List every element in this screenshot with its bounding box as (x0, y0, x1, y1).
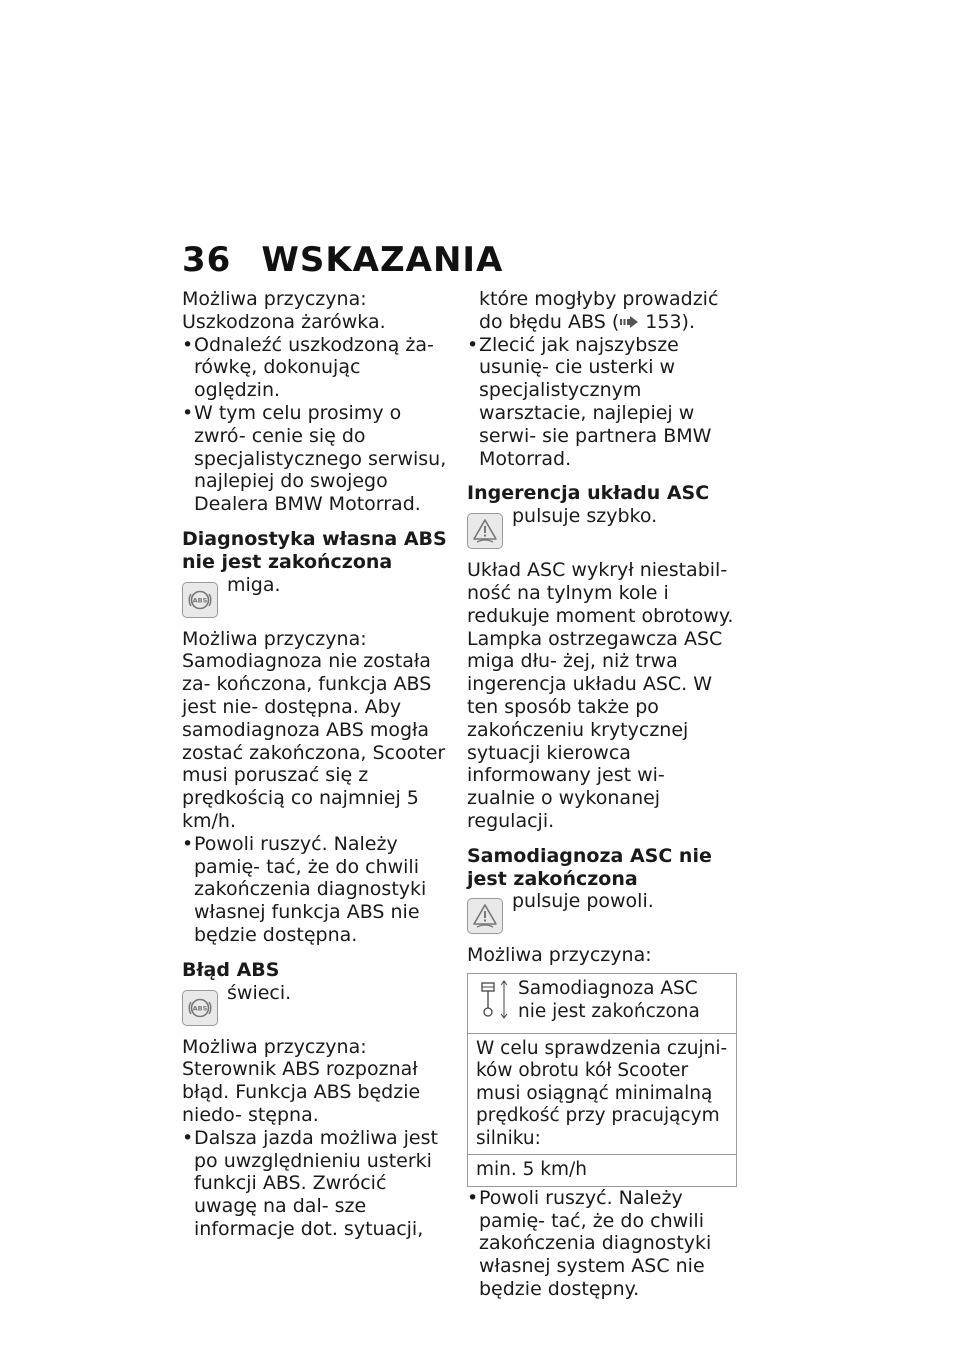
asc-warning-icon (467, 513, 503, 549)
svg-text:ABS: ABS (192, 1004, 208, 1013)
page-reference: 153). (645, 310, 695, 333)
page-number: 36 (182, 240, 232, 280)
indicator-state: świeci. (227, 981, 292, 1004)
list-item: • Dalsza jazda możliwa jest po uwzględnieniu usterki funkcji ABS. Zwrócić uwagę na dal- sze informacje dot. sytuacji, (182, 1127, 452, 1241)
asc-description: Układ ASC wykrył niestabil- ność na tylnym kole i redukuje moment obrotowy. Lampka ostrzegawcza ASC miga dłu- żej, niż trwa ingerencja układu ASC. W ten sposób także po zakończeniu krytycznej sytuacji kierowca informowany jest wi- zualnie o wykonanej regulacji. (467, 559, 734, 833)
bullet-list (182, 833, 452, 947)
abs-indicator-row (182, 982, 452, 1026)
condition-table (467, 973, 737, 1187)
section-heading-asc: Ingerencja układu ASC (467, 482, 710, 505)
asc-indicator-row (467, 505, 737, 549)
table-title: Samodiagnoza ASC nie jest zakończona (518, 978, 700, 1022)
left-column (182, 288, 452, 1241)
page-header (182, 240, 503, 280)
cause-label: Możliwa przyczyna: (182, 627, 367, 650)
bullet-list (467, 1187, 737, 1301)
section-heading-abs-diagnosis: Diagnostyka własna ABS nie jest zakończona (182, 527, 447, 573)
table-cell: W celu sprawdzenia czujni- ków obrotu kół Scooter musi osiągnąć minimalną prędkość przy pracującym silniku: (468, 1033, 737, 1155)
abs-warning-icon (182, 582, 218, 618)
abs-warning-icon (182, 990, 218, 1026)
piston-measure-icon (476, 978, 512, 1029)
list-item: • Powoli ruszyć. Należy pamię- tać, że do chwili zakończenia diagnostyki własnej funkcja ABS nie będzie dostępna. (182, 833, 452, 947)
indicator-state: miga. (227, 573, 281, 596)
bullet-list (467, 334, 737, 471)
section-heading-abs-error: Błąd ABS (182, 958, 280, 981)
abs-indicator-row (182, 574, 452, 618)
table-row (468, 1155, 737, 1187)
table-row (468, 1033, 737, 1155)
cause-text: Uszkodzona żarówka. (182, 310, 386, 333)
asc-indicator-row (467, 890, 737, 934)
section-heading-asc-diagnosis: Samodiagnoza ASC nie jest zakończona (467, 844, 712, 890)
cause-label: Możliwa przyczyna: (182, 1035, 367, 1058)
table-row (468, 974, 737, 1034)
continued-text-body: które mogłyby prowadzić do błędu ABS ( (479, 288, 719, 333)
table-cell: min. 5 km/h (468, 1155, 737, 1187)
cause-label: Możliwa przyczyna: (467, 944, 652, 967)
bullet-list (182, 334, 452, 516)
right-column (467, 288, 737, 1301)
table-cell (468, 974, 737, 1034)
cause-text: Sterownik ABS rozpoznał błąd. Funkcja ABS będzie niedo- stępna. (182, 1058, 421, 1126)
indicator-state: pulsuje szybko. (512, 505, 658, 528)
bullet-list (182, 1127, 452, 1241)
continued-text (467, 288, 737, 334)
svg-text:ABS: ABS (192, 596, 208, 605)
page-title: WSKAZANIA (261, 240, 504, 280)
cause-label: Możliwa przyczyna: (182, 288, 367, 310)
cause-text: Samodiagnoza nie została za- kończona, funkcja ABS jest nie- dostępna. Aby samodiagnoza ABS mogła zostać zakończona, Scooter musi poruszać się z prędkością co najmniej 5 km/h. (182, 650, 446, 832)
asc-warning-icon (467, 898, 503, 934)
table-header (476, 978, 728, 1029)
list-item: • Zlecić jak najszybsze usunię- cie usterki w specjalistycznym warsztacie, najlepiej w serwi- sie partnera BMW Motorrad. (467, 334, 737, 471)
indicator-state: pulsuje powoli. (512, 890, 654, 913)
list-item: • Odnaleźć uszkodzoną ża- rówkę, dokonując oględzin. (182, 334, 452, 402)
page-reference-arrow-icon (619, 311, 639, 334)
list-item: • W tym celu prosimy o zwró- cenie się do specjalistycznego serwisu, najlepiej do swojego Dealera BMW Motorrad. (182, 402, 452, 516)
list-item: • Powoli ruszyć. Należy pamię- tać, że do chwili zakończenia diagnostyki własnej system ASC nie będzie dostępny. (467, 1187, 737, 1301)
